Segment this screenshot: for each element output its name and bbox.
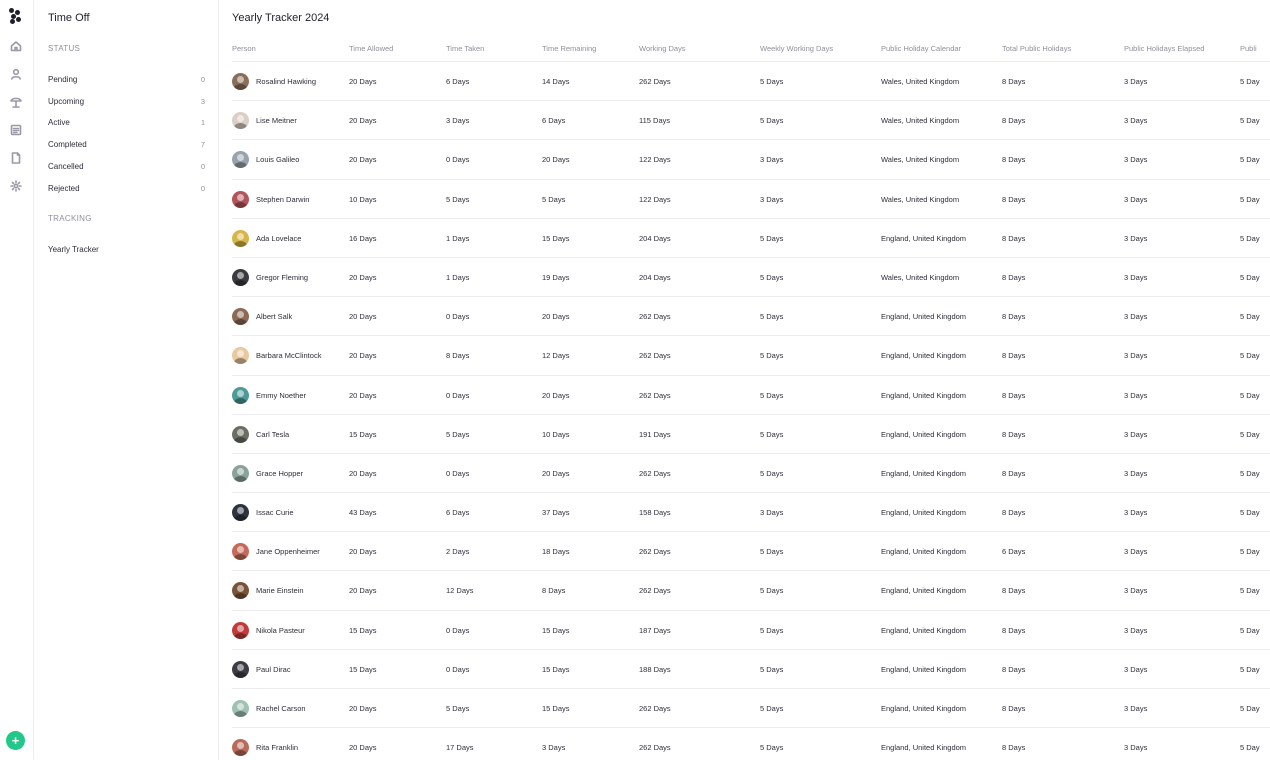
weekly-working-days-cell: 5 Days: [760, 743, 784, 753]
person-cell[interactable]: [232, 258, 308, 297]
avatar: [232, 426, 249, 443]
total-public-holidays-cell: 8 Days: [1002, 390, 1026, 400]
avatar: [232, 504, 249, 521]
total-public-holidays-cell: 8 Days: [1002, 155, 1026, 165]
public-holidays-elapsed-cell: 3 Days: [1124, 586, 1148, 596]
table-row[interactable]: [232, 611, 1270, 650]
time-remaining-cell: 6 Days: [542, 116, 566, 126]
time-taken-cell: 8 Days: [446, 351, 470, 361]
time-taken-cell: 0 Days: [446, 312, 470, 322]
public-holidays-remaining-cell: 5 Day: [1240, 116, 1260, 126]
weekly-working-days-cell: 5 Days: [760, 664, 784, 674]
table-row[interactable]: [232, 62, 1270, 101]
avatar: [232, 347, 249, 364]
person-cell[interactable]: [232, 297, 292, 336]
time-allowed-cell: 20 Days: [349, 116, 377, 126]
holiday-calendar-cell: England, United Kingdom: [881, 664, 967, 674]
column-header-weekly-working-days[interactable]: Weekly Working Days: [760, 44, 834, 53]
public-holidays-remaining-cell: 5 Day: [1240, 664, 1260, 674]
time-remaining-cell: 20 Days: [542, 390, 570, 400]
public-holidays-elapsed-cell: 3 Days: [1124, 664, 1148, 674]
public-holidays-remaining-cell: 5 Day: [1240, 625, 1260, 635]
avatar: [232, 582, 249, 599]
time-remaining-cell: 15 Days: [542, 704, 570, 713]
status-label: Pending: [48, 74, 78, 84]
working-days-cell: 262 Days: [639, 468, 671, 478]
column-header-public-holiday-calendar[interactable]: Public Holiday Calendar: [881, 44, 962, 53]
person-name[interactable]: Gregor Fleming: [256, 272, 309, 282]
tracking-heading: TRACKING: [48, 214, 92, 223]
panel-title: Time Off: [48, 12, 90, 24]
avatar: [232, 269, 249, 286]
working-days-cell: 262 Days: [639, 547, 671, 557]
time-taken-cell: 1 Days: [446, 233, 470, 243]
person-cell[interactable]: [232, 336, 321, 375]
weekly-working-days-cell: 5 Days: [760, 390, 784, 400]
column-header-total-public-holidays[interactable]: Total Public Holidays: [1002, 44, 1072, 53]
time-remaining-cell: 18 Days: [542, 547, 570, 557]
holiday-calendar-cell: England, United Kingdom: [881, 743, 967, 753]
total-public-holidays-cell: 8 Days: [1002, 194, 1026, 204]
working-days-cell: 188 Days: [639, 664, 671, 674]
avatar: [232, 308, 249, 325]
working-days-cell: 262 Days: [639, 351, 671, 361]
person-name[interactable]: Carl Tesla: [256, 429, 290, 439]
column-header-public-holidays-elapsed[interactable]: Public Holidays Elapsed: [1124, 44, 1205, 53]
column-header-time-allowed[interactable]: Time Allowed: [349, 44, 394, 53]
total-public-holidays-cell: 8 Days: [1002, 429, 1026, 439]
working-days-cell: 191 Days: [639, 429, 671, 439]
time-allowed-cell: 16 Days: [349, 233, 377, 243]
time-off-panel: [34, 0, 219, 760]
status-item-active[interactable]: [48, 115, 205, 129]
page-title: Yearly Tracker 2024: [232, 12, 330, 24]
avatar: [232, 465, 249, 482]
column-header-time-remaining[interactable]: Time Remaining: [542, 44, 597, 53]
table-row[interactable]: [232, 650, 1270, 689]
time-remaining-cell: 3 Days: [542, 743, 566, 753]
time-allowed-cell: 15 Days: [349, 625, 377, 635]
person-cell[interactable]: [232, 571, 304, 610]
working-days-cell: 115 Days: [639, 116, 671, 126]
working-days-cell: 262 Days: [639, 390, 671, 400]
person-name[interactable]: Rosalind Hawking: [256, 77, 317, 86]
weekly-working-days-cell: 5 Days: [760, 547, 784, 557]
public-holidays-elapsed-cell: 3 Days: [1124, 272, 1148, 282]
public-holidays-elapsed-cell: 3 Days: [1124, 704, 1148, 713]
time-remaining-cell: 5 Days: [542, 194, 566, 204]
person-cell[interactable]: [232, 180, 309, 219]
holiday-calendar-cell: England, United Kingdom: [881, 547, 967, 557]
table-row[interactable]: [232, 297, 1270, 336]
holiday-calendar-cell: England, United Kingdom: [881, 390, 967, 400]
column-header-public-holidays-remaining[interactable]: Publi: [1240, 44, 1257, 53]
status-count: 7: [200, 139, 205, 149]
time-allowed-cell: 20 Days: [349, 468, 377, 478]
total-public-holidays-cell: 8 Days: [1002, 625, 1026, 635]
weekly-working-days-cell: 5 Days: [760, 351, 784, 361]
avatar: [232, 151, 249, 168]
table-row[interactable]: [232, 728, 1270, 760]
holiday-calendar-cell: Wales, United Kingdom: [881, 77, 960, 86]
total-public-holidays-cell: 6 Days: [1002, 547, 1026, 557]
table-header: [232, 44, 1270, 61]
status-label: Cancelled: [48, 161, 84, 171]
avatar: [232, 387, 249, 404]
time-taken-cell: 0 Days: [446, 155, 470, 165]
beach-umbrella-icon[interactable]: [9, 95, 23, 109]
time-allowed-cell: 20 Days: [349, 547, 377, 557]
time-taken-cell: 6 Days: [446, 508, 470, 518]
status-label: Completed: [48, 139, 87, 149]
weekly-working-days-cell: 5 Days: [760, 704, 784, 713]
working-days-cell: 158 Days: [639, 508, 671, 518]
total-public-holidays-cell: 8 Days: [1002, 351, 1026, 361]
time-allowed-cell: 20 Days: [349, 351, 377, 361]
time-remaining-cell: 20 Days: [542, 312, 570, 322]
public-holidays-remaining-cell: 5 Day: [1240, 312, 1260, 322]
holiday-calendar-cell: Wales, United Kingdom: [881, 272, 960, 282]
person-name[interactable]: Marie Einstein: [256, 586, 304, 596]
weekly-working-days-cell: 5 Days: [760, 272, 784, 282]
person-cell[interactable]: [232, 101, 297, 140]
time-taken-cell: 0 Days: [446, 390, 470, 400]
holiday-calendar-cell: Wales, United Kingdom: [881, 116, 960, 126]
holiday-calendar-cell: England, United Kingdom: [881, 586, 967, 596]
time-remaining-cell: 15 Days: [542, 625, 570, 635]
time-taken-cell: 2 Days: [446, 547, 470, 557]
public-holidays-remaining-cell: 5 Day: [1240, 429, 1260, 439]
table-row[interactable]: [232, 532, 1270, 571]
time-allowed-cell: 20 Days: [349, 586, 377, 596]
public-holidays-remaining-cell: 5 Day: [1240, 272, 1260, 282]
table-row[interactable]: [232, 689, 1270, 728]
total-public-holidays-cell: 8 Days: [1002, 508, 1026, 518]
total-public-holidays-cell: 8 Days: [1002, 468, 1026, 478]
public-holidays-elapsed-cell: 3 Days: [1124, 547, 1148, 557]
list-icon[interactable]: [9, 123, 23, 137]
person-name[interactable]: Stephen Darwin: [256, 194, 310, 204]
time-allowed-cell: 15 Days: [349, 664, 377, 674]
holiday-calendar-cell: England, United Kingdom: [881, 312, 967, 322]
person-name[interactable]: Emmy Noether: [256, 390, 307, 400]
public-holidays-remaining-cell: 5 Day: [1240, 743, 1260, 753]
public-holidays-remaining-cell: 5 Day: [1240, 468, 1260, 478]
total-public-holidays-cell: 8 Days: [1002, 312, 1026, 322]
public-holidays-remaining-cell: 5 Day: [1240, 194, 1260, 204]
weekly-working-days-cell: 3 Days: [760, 155, 784, 165]
working-days-cell: 262 Days: [639, 704, 671, 713]
weekly-working-days-cell: 5 Days: [760, 116, 784, 126]
public-holidays-remaining-cell: 5 Day: [1240, 547, 1260, 557]
public-holidays-elapsed-cell: 3 Days: [1124, 351, 1148, 361]
public-holidays-remaining-cell: 5 Day: [1240, 351, 1260, 361]
table-row[interactable]: [232, 336, 1270, 375]
working-days-cell: 262 Days: [639, 77, 671, 86]
time-allowed-cell: 20 Days: [349, 704, 377, 713]
column-header-person[interactable]: Person: [232, 44, 256, 53]
total-public-holidays-cell: 8 Days: [1002, 116, 1026, 126]
table-row[interactable]: [232, 571, 1270, 610]
holiday-calendar-cell: Wales, United Kingdom: [881, 155, 960, 165]
document-icon[interactable]: [9, 151, 23, 165]
home-icon[interactable]: [9, 39, 23, 53]
person-name[interactable]: Paul Dirac: [256, 664, 291, 674]
person-cell[interactable]: [232, 454, 303, 493]
time-allowed-cell: 15 Days: [349, 429, 377, 439]
total-public-holidays-cell: 8 Days: [1002, 586, 1026, 596]
status-count: 0: [200, 183, 205, 193]
person-name[interactable]: Jane Oppenheimer: [256, 547, 320, 557]
time-remaining-cell: 20 Days: [542, 155, 570, 165]
person-cell[interactable]: [232, 611, 305, 650]
person-name[interactable]: Grace Hopper: [256, 468, 304, 478]
weekly-working-days-cell: 5 Days: [760, 77, 784, 86]
public-holidays-remaining-cell: 5 Day: [1240, 233, 1260, 243]
status-label: Active: [48, 117, 70, 127]
time-remaining-cell: 19 Days: [542, 272, 570, 282]
status-label: Rejected: [48, 183, 80, 193]
time-taken-cell: 0 Days: [446, 468, 470, 478]
avatar: [232, 622, 249, 639]
public-holidays-elapsed-cell: 3 Days: [1124, 625, 1148, 635]
column-header-working-days[interactable]: Working Days: [639, 44, 686, 53]
table-row[interactable]: [232, 101, 1270, 140]
status-count: 3: [200, 96, 205, 106]
person-name[interactable]: Albert Salk: [256, 312, 293, 322]
time-remaining-cell: 15 Days: [542, 233, 570, 243]
time-allowed-cell: 20 Days: [349, 390, 377, 400]
status-item-completed[interactable]: [48, 137, 205, 151]
avatar: [232, 700, 249, 717]
person-name[interactable]: Rachel Carson: [256, 704, 306, 713]
person-name[interactable]: Issac Curie: [256, 508, 294, 518]
person-name[interactable]: Rita Franklin: [256, 743, 299, 753]
weekly-working-days-cell: 3 Days: [760, 508, 784, 518]
weekly-working-days-cell: 5 Days: [760, 233, 784, 243]
public-holidays-remaining-cell: 5 Day: [1240, 390, 1260, 400]
table-row[interactable]: [232, 415, 1270, 454]
working-days-cell: 262 Days: [639, 743, 671, 753]
total-public-holidays-cell: 8 Days: [1002, 704, 1026, 713]
working-days-cell: 187 Days: [639, 625, 671, 635]
add-button[interactable]: +: [6, 731, 25, 750]
time-remaining-cell: 37 Days: [542, 508, 570, 518]
person-cell[interactable]: [232, 219, 301, 258]
public-holidays-remaining-cell: 5 Day: [1240, 77, 1260, 86]
avatar: [232, 739, 249, 756]
person-cell[interactable]: [232, 376, 306, 415]
time-allowed-cell: 10 Days: [349, 194, 377, 204]
time-taken-cell: 0 Days: [446, 625, 470, 635]
public-holidays-remaining-cell: 5 Day: [1240, 586, 1260, 596]
status-item-cancelled[interactable]: [48, 159, 205, 173]
weekly-working-days-cell: 5 Days: [760, 586, 784, 596]
time-allowed-cell: 20 Days: [349, 155, 377, 165]
person-name[interactable]: Barbara McClintock: [256, 351, 322, 361]
working-days-cell: 204 Days: [639, 233, 671, 243]
total-public-holidays-cell: 8 Days: [1002, 743, 1026, 753]
person-name[interactable]: Nikola Pasteur: [256, 625, 305, 635]
holiday-calendar-cell: England, United Kingdom: [881, 429, 967, 439]
time-allowed-cell: 20 Days: [349, 743, 377, 753]
status-heading: STATUS: [48, 44, 81, 53]
table-row[interactable]: [232, 454, 1270, 493]
time-remaining-cell: 10 Days: [542, 429, 570, 439]
time-taken-cell: 12 Days: [446, 586, 474, 596]
working-days-cell: 122 Days: [639, 155, 671, 165]
time-remaining-cell: 14 Days: [542, 77, 570, 86]
weekly-working-days-cell: 5 Days: [760, 468, 784, 478]
time-allowed-cell: 20 Days: [349, 272, 377, 282]
working-days-cell: 204 Days: [639, 272, 671, 282]
total-public-holidays-cell: 8 Days: [1002, 664, 1026, 674]
public-holidays-remaining-cell: 5 Day: [1240, 704, 1260, 713]
time-taken-cell: 5 Days: [446, 429, 470, 439]
logo-icon[interactable]: [9, 8, 23, 24]
sidebar-item-yearly-tracker[interactable]: [48, 242, 205, 256]
table-row[interactable]: [232, 180, 1270, 219]
main-content: [219, 0, 1270, 760]
person-cell[interactable]: [232, 650, 291, 689]
holiday-calendar-cell: Wales, United Kingdom: [881, 194, 960, 204]
column-header-time-taken[interactable]: Time Taken: [446, 44, 485, 53]
weekly-working-days-cell: 5 Days: [760, 312, 784, 322]
holiday-calendar-cell: England, United Kingdom: [881, 508, 967, 518]
time-taken-cell: 6 Days: [446, 77, 470, 86]
table-row[interactable]: [232, 493, 1270, 532]
tracking-label: Yearly Tracker: [48, 244, 99, 254]
public-holidays-remaining-cell: 5 Day: [1240, 155, 1260, 165]
public-holidays-elapsed-cell: 3 Days: [1124, 233, 1148, 243]
time-taken-cell: 17 Days: [446, 743, 474, 753]
holiday-calendar-cell: England, United Kingdom: [881, 233, 967, 243]
time-taken-cell: 5 Days: [446, 704, 470, 713]
avatar: [232, 543, 249, 560]
person-cell[interactable]: [232, 140, 299, 179]
public-holidays-elapsed-cell: 3 Days: [1124, 312, 1148, 322]
time-remaining-cell: 12 Days: [542, 351, 570, 361]
table-row[interactable]: [232, 258, 1270, 297]
table-row[interactable]: [232, 376, 1270, 415]
person-cell[interactable]: [232, 532, 320, 571]
public-holidays-elapsed-cell: 3 Days: [1124, 429, 1148, 439]
time-allowed-cell: 20 Days: [349, 77, 377, 86]
weekly-working-days-cell: 3 Days: [760, 194, 784, 204]
total-public-holidays-cell: 8 Days: [1002, 233, 1026, 243]
time-taken-cell: 5 Days: [446, 194, 470, 204]
avatar: [232, 73, 249, 90]
table-row[interactable]: [232, 140, 1270, 179]
working-days-cell: 262 Days: [639, 586, 671, 596]
icon-rail: [0, 0, 34, 760]
status-item-upcoming[interactable]: [48, 94, 205, 108]
status-item-rejected[interactable]: [48, 181, 205, 195]
public-holidays-elapsed-cell: 3 Days: [1124, 743, 1148, 753]
tracker-table-body: [232, 62, 1270, 760]
public-holidays-elapsed-cell: 3 Days: [1124, 77, 1148, 86]
public-holidays-elapsed-cell: 3 Days: [1124, 155, 1148, 165]
status-count: 0: [200, 161, 205, 171]
person-cell[interactable]: [232, 62, 316, 101]
public-holidays-remaining-cell: 5 Day: [1240, 508, 1260, 518]
time-allowed-cell: 43 Days: [349, 508, 377, 518]
status-count: 0: [200, 74, 205, 84]
public-holidays-elapsed-cell: 3 Days: [1124, 390, 1148, 400]
status-label: Upcoming: [48, 96, 85, 106]
status-count: 1: [200, 117, 205, 127]
person-cell[interactable]: [232, 493, 294, 532]
avatar: [232, 661, 249, 678]
person-cell[interactable]: [232, 689, 306, 728]
weekly-working-days-cell: 5 Days: [760, 429, 784, 439]
person-cell[interactable]: [232, 728, 298, 760]
public-holidays-elapsed-cell: 3 Days: [1124, 116, 1148, 126]
table-row[interactable]: [232, 219, 1270, 258]
holiday-calendar-cell: England, United Kingdom: [881, 625, 967, 635]
time-taken-cell: 3 Days: [446, 116, 470, 126]
total-public-holidays-cell: 8 Days: [1002, 77, 1026, 86]
public-holidays-elapsed-cell: 3 Days: [1124, 508, 1148, 518]
holiday-calendar-cell: England, United Kingdom: [881, 468, 967, 478]
total-public-holidays-cell: 8 Days: [1002, 272, 1026, 282]
person-name[interactable]: Lise Meitner: [256, 116, 297, 126]
time-allowed-cell: 20 Days: [349, 312, 377, 322]
time-taken-cell: 1 Days: [446, 272, 470, 282]
person-name[interactable]: Louis Galileo: [256, 155, 300, 165]
public-holidays-elapsed-cell: 3 Days: [1124, 194, 1148, 204]
weekly-working-days-cell: 5 Days: [760, 625, 784, 635]
avatar: [232, 112, 249, 129]
status-item-pending[interactable]: [48, 72, 205, 86]
working-days-cell: 122 Days: [639, 194, 671, 204]
holiday-calendar-cell: England, United Kingdom: [881, 351, 967, 361]
working-days-cell: 262 Days: [639, 312, 671, 322]
person-name[interactable]: Ada Lovelace: [256, 233, 302, 243]
public-holidays-elapsed-cell: 3 Days: [1124, 468, 1148, 478]
time-remaining-cell: 15 Days: [542, 664, 570, 674]
time-taken-cell: 0 Days: [446, 664, 470, 674]
person-icon[interactable]: [9, 67, 23, 81]
gear-icon[interactable]: [9, 179, 23, 193]
holiday-calendar-cell: England, United Kingdom: [881, 704, 967, 713]
avatar: [232, 191, 249, 208]
avatar: [232, 230, 249, 247]
person-cell[interactable]: [232, 415, 289, 454]
time-remaining-cell: 8 Days: [542, 586, 566, 596]
time-remaining-cell: 20 Days: [542, 468, 570, 478]
